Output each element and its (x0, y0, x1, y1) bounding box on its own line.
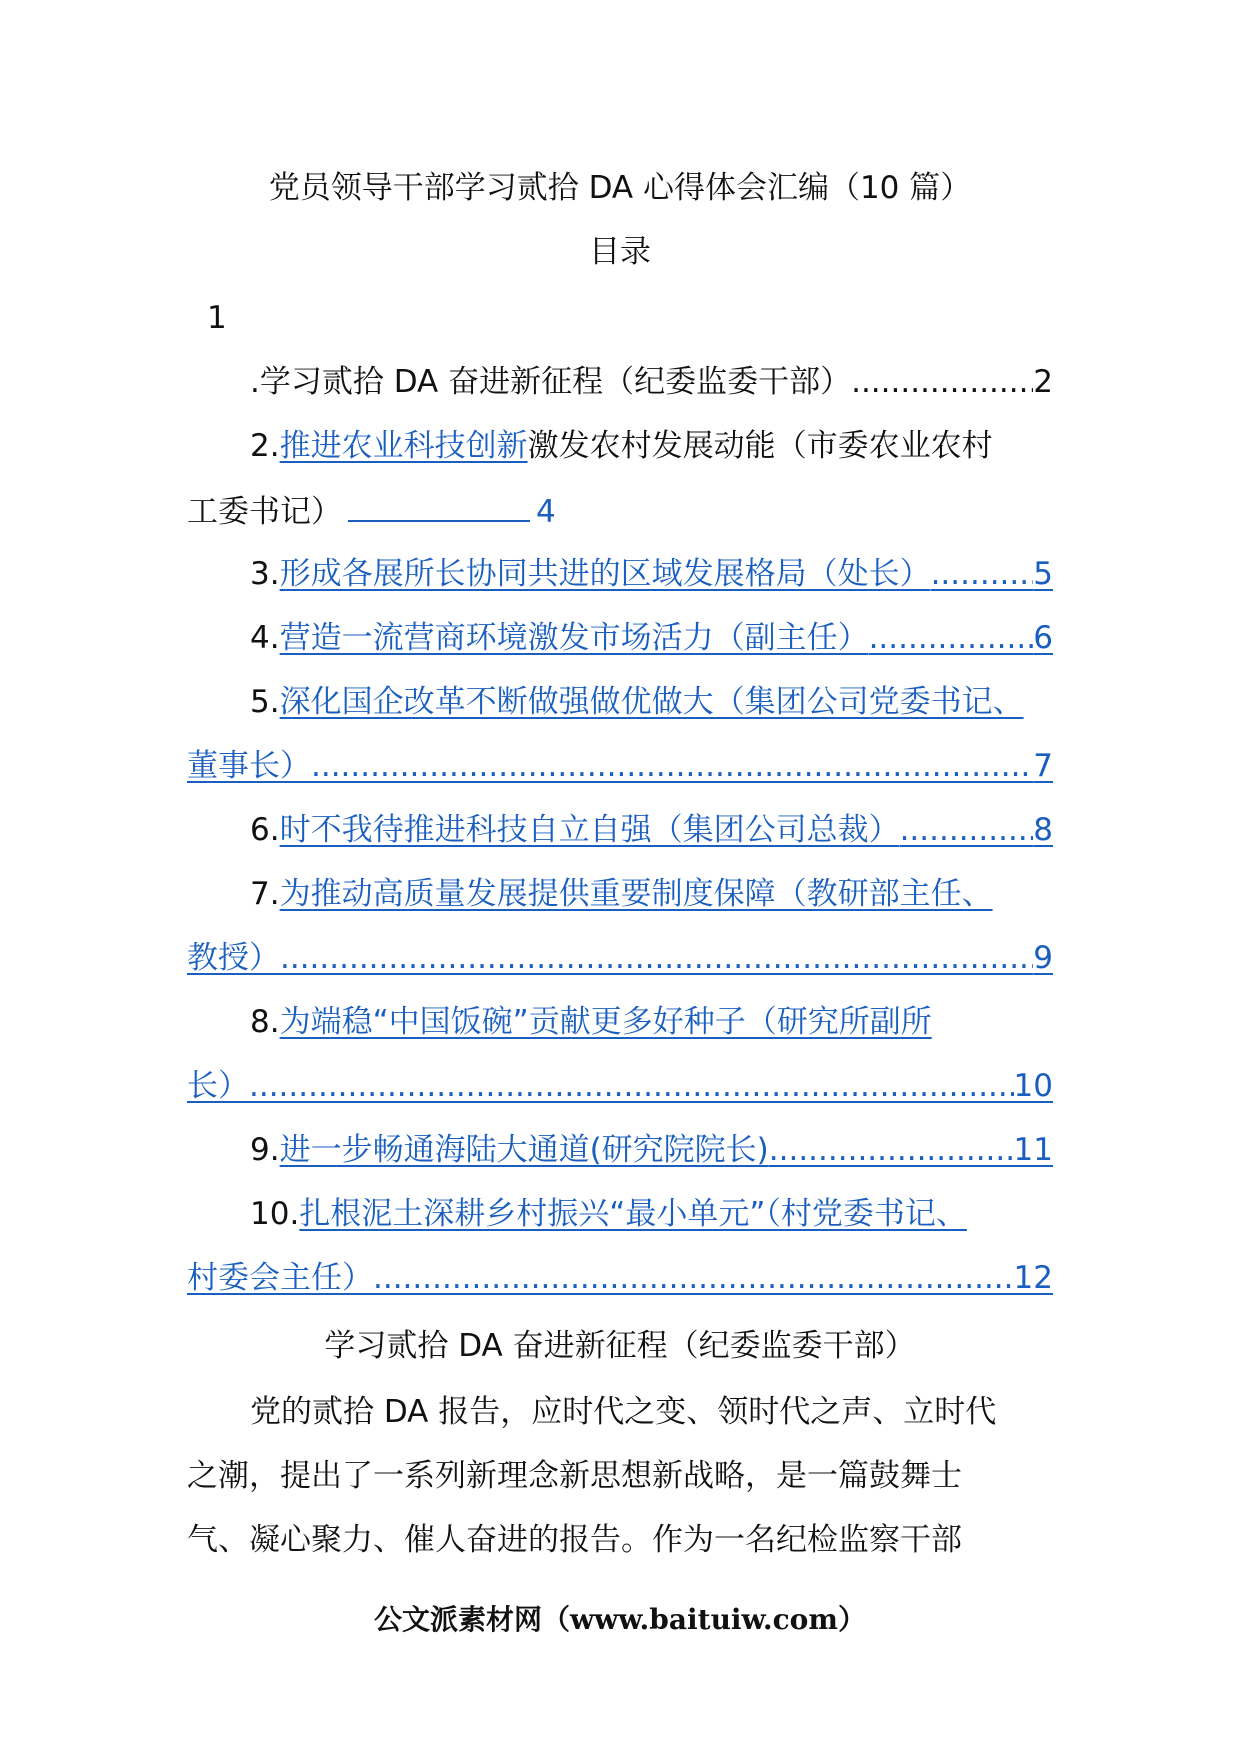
toc-item-link[interactable]: 村委会主任） (187, 1260, 373, 1296)
toc-item-link[interactable]: 为端稳“中国饭碗”贡献更多好种子（研究所副所 (279, 1004, 932, 1040)
toc-item-10[interactable] (250, 1194, 967, 1234)
toc-item-number: 8. (250, 1004, 280, 1040)
toc-leader-line (348, 490, 530, 522)
toc-item-4[interactable] (250, 618, 1053, 658)
toc-item-5-continuation[interactable] (187, 746, 1053, 786)
page-footer: 公文派素材网（www.baituiw.com） (374, 1603, 866, 1636)
toc-page-number[interactable]: 7 (1033, 748, 1053, 784)
toc-page-number[interactable]: 11 (1013, 1132, 1053, 1168)
toc-item-number: 9. (250, 1132, 280, 1168)
article-heading: 学习贰拾 DA 奋进新征程（纪委监委干部） (324, 1328, 916, 1364)
toc-heading: 目录 (589, 234, 651, 270)
toc-item-link[interactable]: 董事长） (187, 748, 311, 784)
toc-leader-dots (280, 938, 1033, 978)
toc-leader-dots (373, 1258, 1014, 1298)
toc-page-number[interactable]: 12 (1013, 1260, 1053, 1296)
toc-item-link[interactable]: 时不我待推进科技自立自强（集团公司总裁） (279, 812, 900, 848)
toc-item-link[interactable]: 进一步畅通海陆大通道(研究院院长) (279, 1132, 769, 1168)
toc-leader-dots (249, 1066, 1014, 1106)
toc-leader-dots (769, 1130, 1014, 1170)
document-title: 党员领导干部学习贰拾 DA 心得体会汇编（10 篇） (268, 170, 972, 206)
toc-leader-dots (851, 362, 1033, 402)
toc-item-link[interactable]: 营造一流营商环境激发市场活力（副主任） (279, 620, 869, 656)
toc-item-number: 2. (250, 428, 280, 464)
toc-item-3[interactable] (250, 554, 1053, 594)
toc-page-number[interactable]: 9 (1033, 940, 1053, 976)
toc-item-text: 工委书记） (187, 494, 342, 530)
toc-item-text: 激发农村发展动能（市委农业农村 (527, 428, 993, 464)
toc-item-number: 10. (250, 1196, 300, 1232)
toc-page-number[interactable]: 5 (1033, 556, 1053, 592)
toc-leader-dots (900, 810, 1034, 850)
toc-leader-dots (311, 746, 1033, 786)
toc-item-5[interactable] (250, 682, 1024, 722)
toc-item-number: 7. (250, 876, 280, 912)
toc-item-8[interactable] (250, 1002, 932, 1042)
toc-item-link[interactable]: 形成各展所长协同共进的区域发展格局（处长） (279, 556, 931, 592)
toc-item-10-continuation[interactable] (187, 1258, 1053, 1298)
toc-item-6[interactable] (250, 810, 1053, 850)
toc-item-1[interactable] (250, 362, 1053, 402)
toc-item-text: .学习贰拾 DA 奋进新征程（纪委监委干部） (250, 364, 852, 400)
toc-item-link[interactable]: 长） (187, 1068, 249, 1104)
toc-item-number: 3. (250, 556, 280, 592)
toc-item-number: 4. (250, 620, 280, 656)
toc-item-7-continuation[interactable] (187, 938, 1053, 978)
toc-item-link[interactable]: 为推动高质量发展提供重要制度保障（教研部主任、 (279, 876, 993, 912)
toc-item-7[interactable] (250, 874, 993, 914)
toc-item-link[interactable]: 推进农业科技创新 (279, 428, 528, 464)
toc-page-number[interactable]: 8 (1033, 812, 1053, 848)
toc-page-number[interactable]: 6 (1033, 620, 1053, 656)
article-paragraph-line: 之潮，提出了一系列新理念新思想新战略，是一篇鼓舞士 (187, 1458, 962, 1494)
toc-item-number: 5. (250, 684, 280, 720)
toc-item-9[interactable] (250, 1130, 1053, 1170)
toc-item-2-continuation[interactable] (187, 490, 556, 532)
article-paragraph-line: 气、凝心聚力、催人奋进的报告。作为一名纪检监察干部 (187, 1522, 962, 1558)
toc-item-2[interactable] (250, 426, 993, 466)
toc-page-number[interactable]: 10 (1013, 1068, 1053, 1104)
toc-item-link[interactable]: 扎根泥土深耕乡村振兴“最小单元”（村党委书记、 (299, 1196, 967, 1232)
toc-item-link[interactable]: 深化国企改革不断做强做优做大（集团公司党委书记、 (279, 684, 1024, 720)
toc-leader-dots (869, 618, 1034, 658)
section-number: 1 (207, 300, 227, 336)
article-paragraph-line: 党的贰拾 DA 报告，应时代之变、领时代之声、立时代 (250, 1394, 997, 1430)
toc-item-link[interactable]: 教授） (187, 940, 280, 976)
toc-page-number: 2 (1033, 364, 1053, 400)
toc-item-number: 6. (250, 812, 280, 848)
toc-item-8-continuation[interactable] (187, 1066, 1053, 1106)
toc-page-number[interactable]: 4 (536, 494, 556, 530)
toc-leader-dots (931, 554, 1034, 594)
